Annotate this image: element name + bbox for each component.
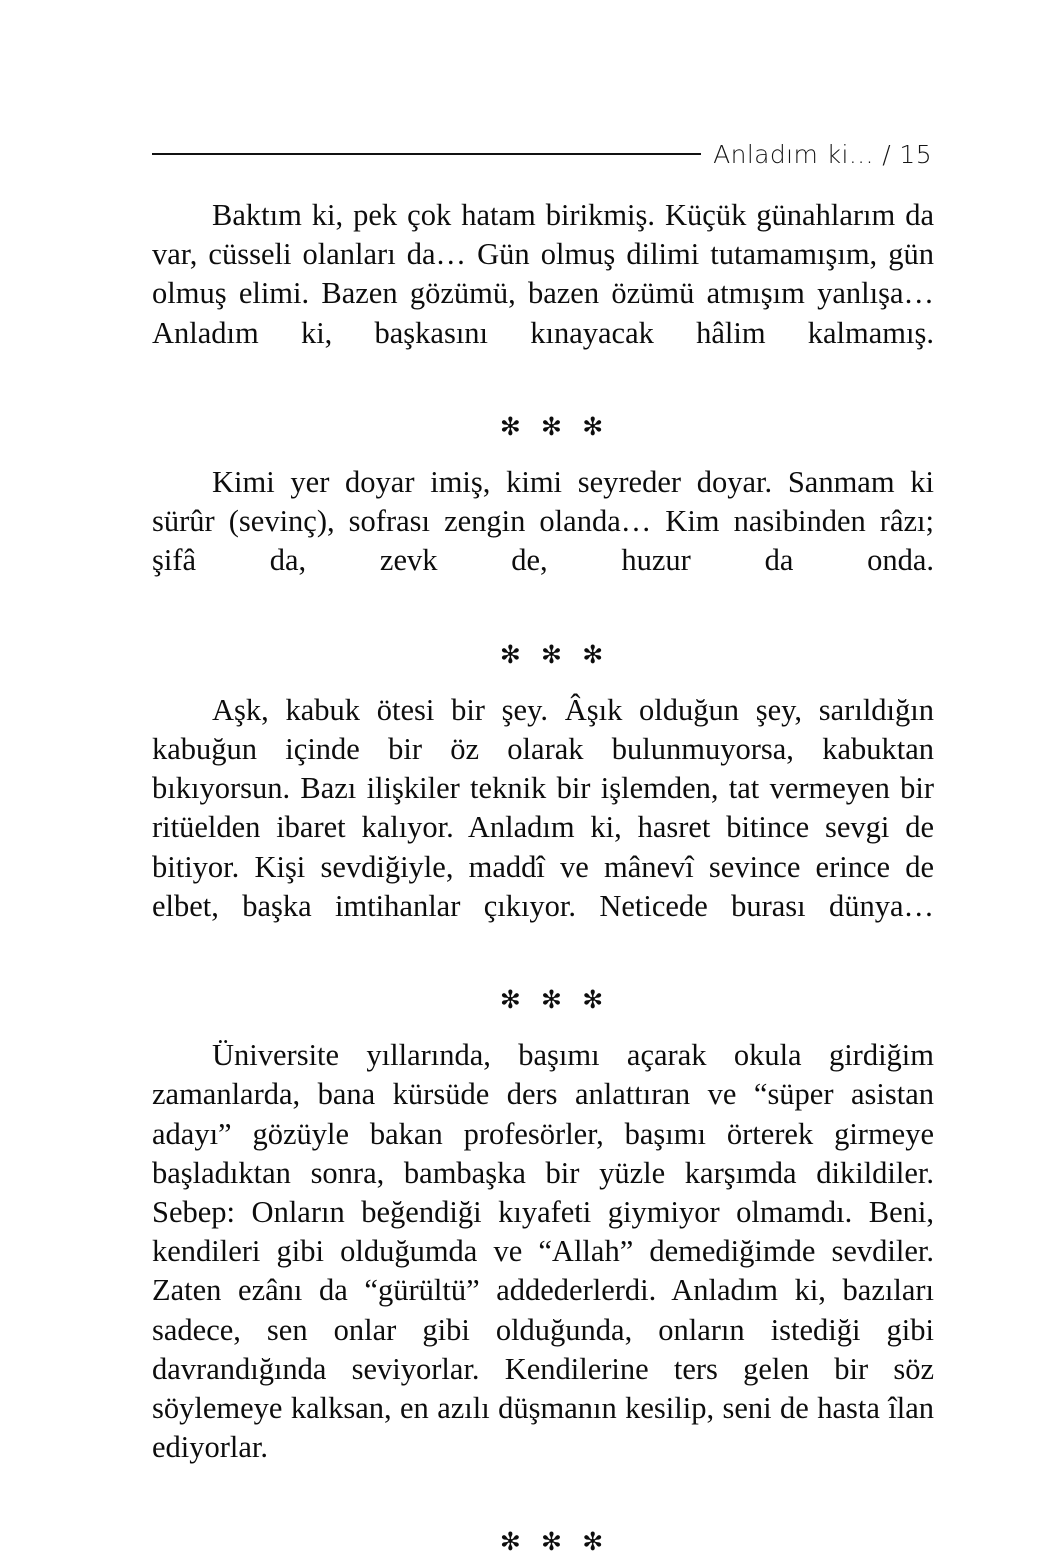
separator-gap-top-4 [152, 1507, 934, 1530]
paragraph-1: Baktım ki, pek çok hatam birikmiş. Küçük günahlarım da var, cüsseli olanları da… Gün olmuş dilimi tutamamışım, gün olmuş elimi. Bazen gözümü, bazen özümü atmışım yanlışa… Anladım ki, başkasını kınayacak hâlim kalmamış. [152, 198, 934, 350]
paragraph-3: Aşk, kabuk ötesi bir şey. Âşık olduğun şey, sarıldığın kabuğun içinde bir öz olarak bulunmuyorsa, kabuktan bıkıyorsun. Bazı ilişkiler teknik bir işlemden, tat vermeyen bir ritüelden ibaret kalıyor. Anladım ki, hasret bitince sevgi de bitiyor. Kişi sevdiğiyle, maddî ve mânevî sevince erince de elbet, başka imtihanlar çıkıyor. Neticede burası dünya… [152, 692, 934, 923]
text-column [152, 196, 934, 1555]
section-separator-3: ✻ ✻ ✻ [499, 987, 611, 1015]
separator-gap-bottom-1 [152, 440, 934, 463]
separator-gap-bottom-3 [152, 1013, 934, 1036]
separator-gap-top-3 [152, 965, 934, 988]
running-head [152, 134, 932, 174]
section-separator-4: ✻ ✻ ✻ [499, 1528, 611, 1556]
paragraph-2: Kimi yer doyar imiş, kimi seyreder doyar. Sanmam ki sürûr (sevinç), sofrası zengin olanda… Kim nasibinden râzı; şifâ da, zevk de, huzur da onda. [152, 465, 934, 578]
running-head-label: Anladım ki... / 15 [713, 139, 932, 169]
separator-gap-top-2 [152, 620, 934, 643]
section-separator-2: ✻ ✻ ✻ [499, 641, 611, 669]
separator-gap-top-1 [152, 392, 934, 415]
header-rule [152, 153, 701, 155]
paragraph-4: Üniversite yıllarında, başımı açarak okula girdiğim zamanlarda, bana kürsüde ders anlattıran ve “süper asistan adayı” gözüyle bakan profesörler, başımı örterek girmeye başladıktan sonra, bambaşka bir yüzle karşımda dikildiler. Sebep: Onların beğendiği kıyafeti giymiyor olmamdı. Beni, kendileri gibi olduğumda ve “Allah” demediğimde sevdiler. Zaten ezânı da “gürültü” addederlerdi. Anladım ki, bazıları sadece, sen onlar gibi olduğunda, onların istediği gibi davrandığında seviyorlar. Kendilerine ters gelen bir söz söylemeye kalksan, en azılı düşmanın kesilip, seni de hasta îlan ediyorlar. [152, 1038, 934, 1465]
section-separator-1: ✻ ✻ ✻ [499, 414, 611, 442]
separator-gap-bottom-2 [152, 668, 934, 691]
